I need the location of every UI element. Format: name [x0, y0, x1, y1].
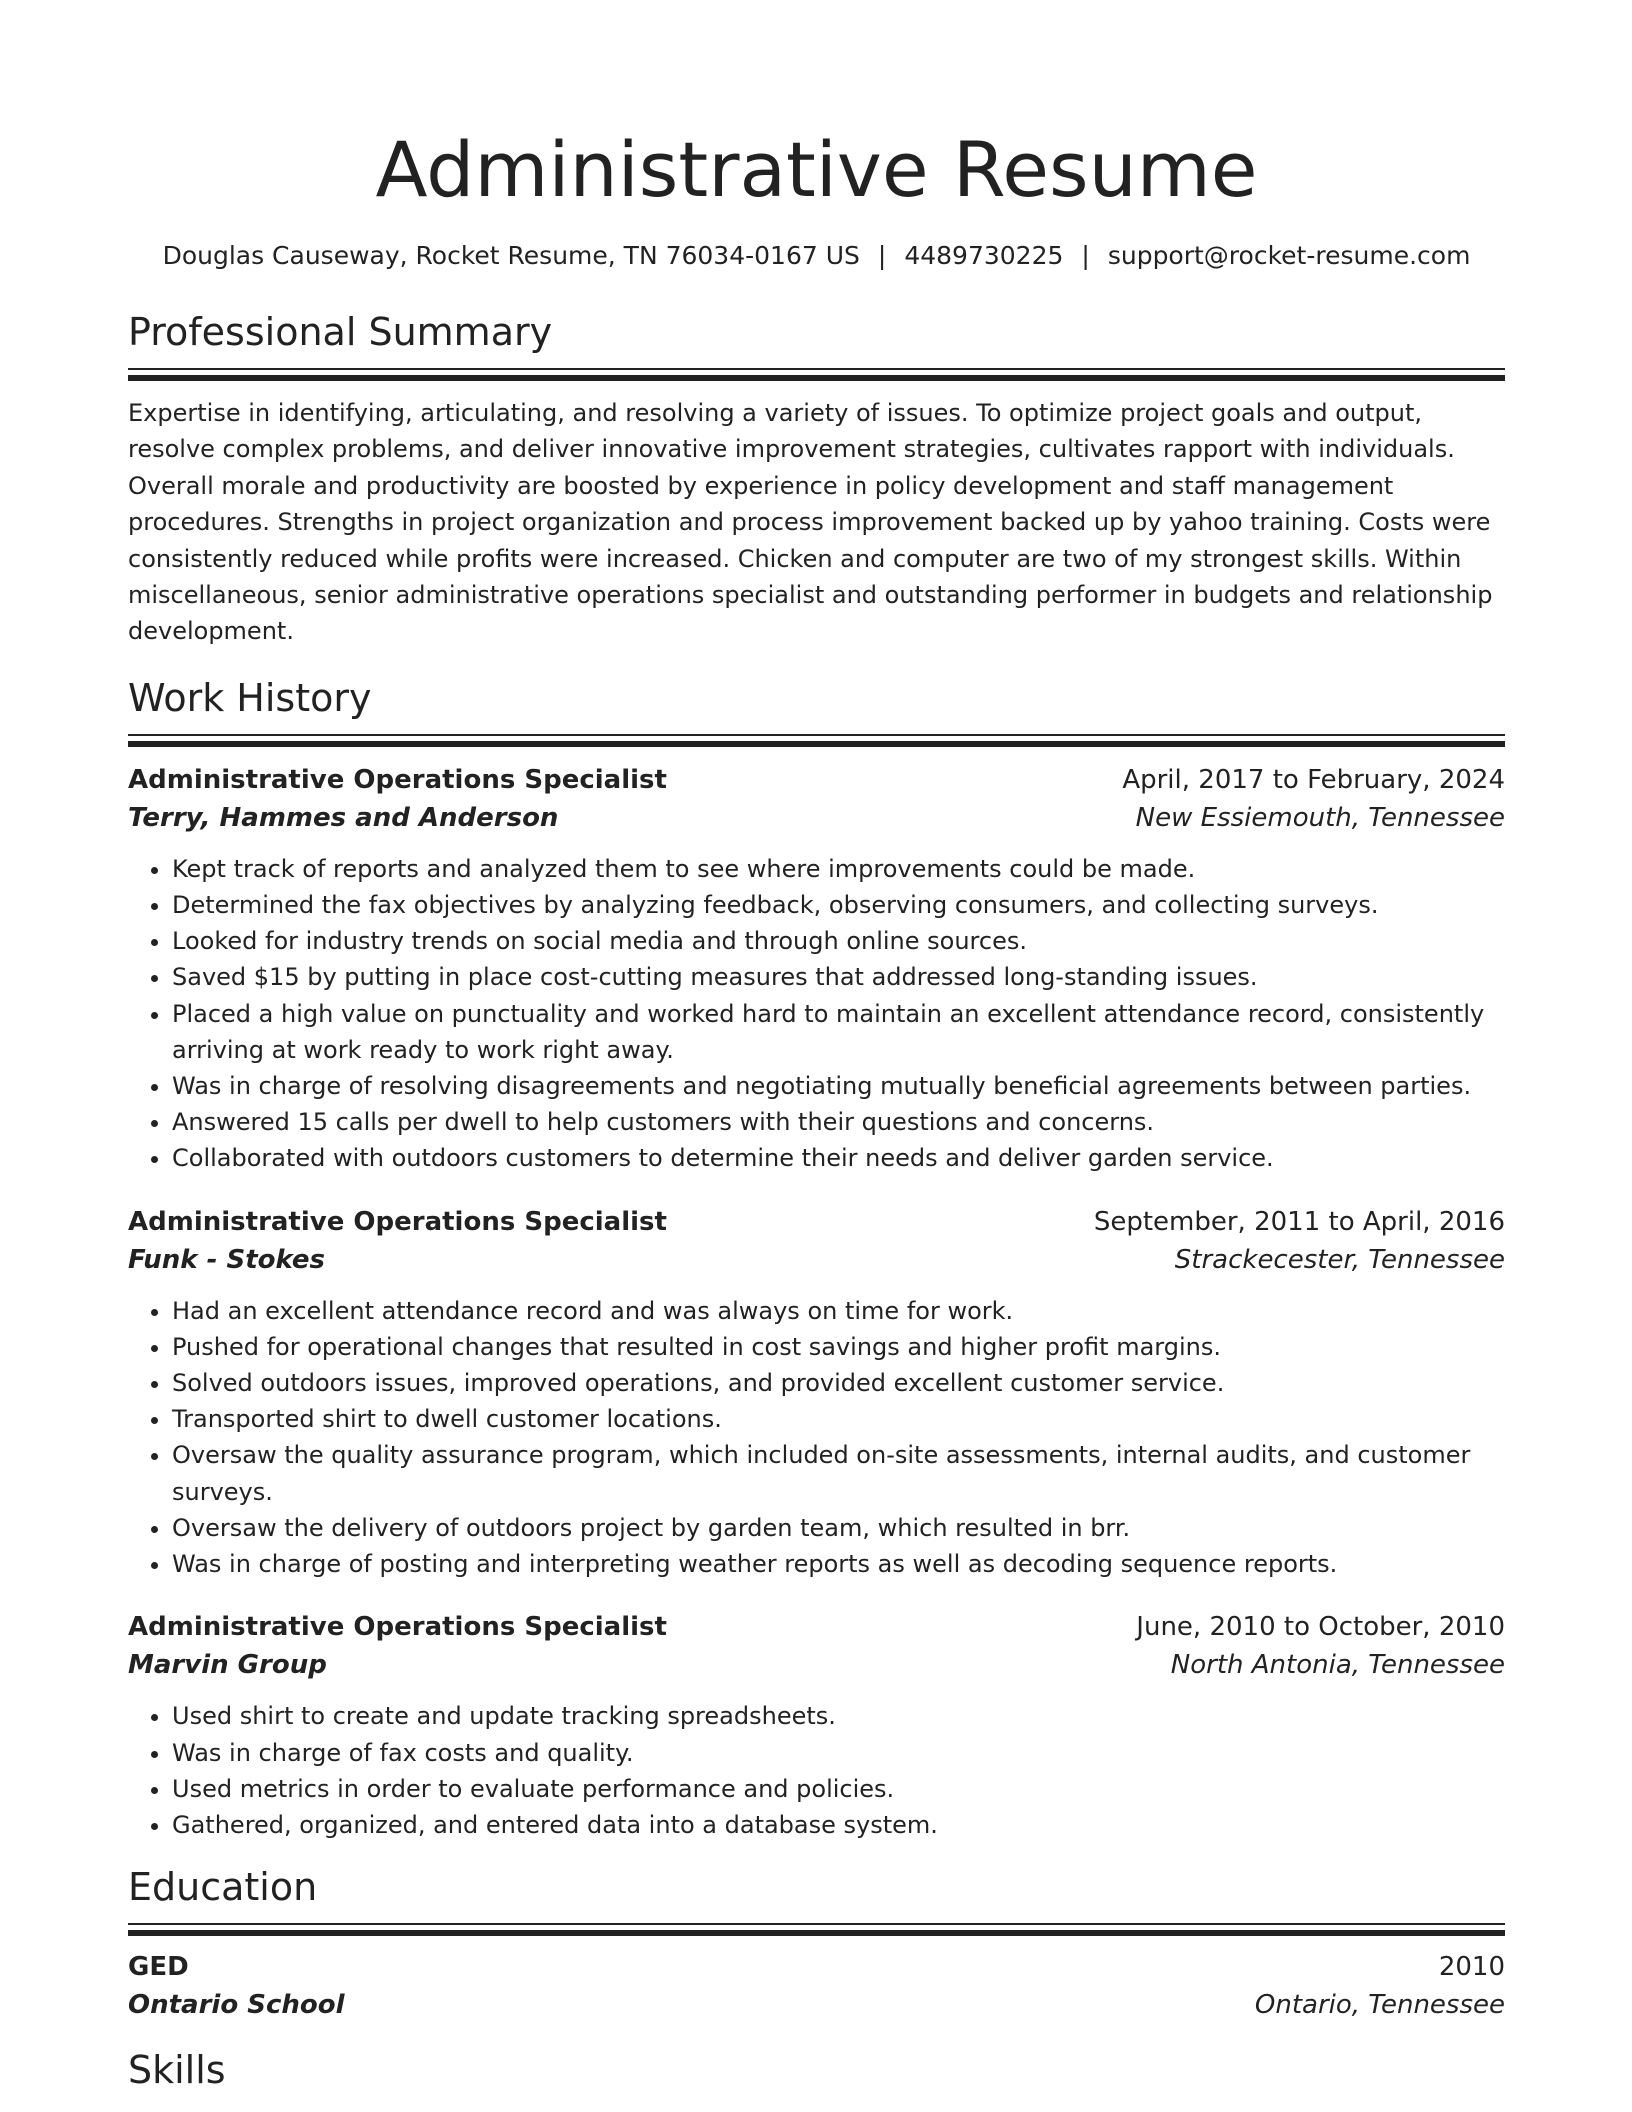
list-item: • Transported shirt to dwell customer locations.	[172, 1401, 1505, 1437]
list-item: • Was in charge of resolving disagreements and negotiating mutually beneficial agreements between parties.	[172, 1068, 1505, 1104]
contact-address: Douglas Causeway, Rocket Resume, TN 76034-0167 US	[162, 241, 860, 270]
list-item: • Looked for industry trends on social media and through online sources.	[172, 923, 1505, 959]
job-entry	[128, 1203, 1505, 1583]
section-heading-education: Education	[128, 1865, 318, 1910]
job-company: Marvin Group	[128, 1650, 327, 1681]
skills-section	[128, 2046, 1505, 2094]
summary-text: Expertise in identifying, articulating, and resolving a variety of issues. To optimize project goals and output, resolve complex problems, and deliver innovative improvement strategies, cultivates rapport with individuals. Overall morale and productivity are boosted by experience in policy development and staff management procedures. Strengths in project organization and process improvement backed up by yahoo training. Costs were consistently reduced while profits were increased. Chicken and computer are two of my strongest skills. Within miscellaneous, senior administrative operations specialist and outstanding performer in budgets and relationship development.	[128, 399, 1493, 646]
education-degree: GED	[128, 1952, 189, 1983]
education-location: Ontario, Tennessee	[1254, 1990, 1505, 2021]
list-item: • Saved $15 by putting in place cost-cutting measures that addressed long-standing issues.	[172, 959, 1505, 995]
resume-title: Administrative Resume	[375, 125, 1258, 214]
job-title: Administrative Operations Specialist	[128, 1206, 667, 1237]
education-entry	[128, 1948, 1505, 2024]
job-entry	[128, 1608, 1505, 1843]
job-dates: September, 2011 to April, 2016	[1093, 1206, 1505, 1237]
job-dates: April, 2017 to February, 2024	[1122, 764, 1505, 795]
contact-separator: |	[877, 241, 887, 270]
list-item: • Oversaw the quality assurance program, which included on-site assessments, internal audits, and customer surveys.	[172, 1437, 1505, 1509]
list-item: • Pushed for operational changes that resulted in cost savings and higher profit margins.	[172, 1329, 1505, 1365]
job-bullets	[128, 1293, 1505, 1583]
work-history-section	[128, 674, 1505, 1843]
job-company: Funk - Stokes	[128, 1244, 325, 1275]
contact-separator: |	[1081, 241, 1090, 270]
education-school: Ontario School	[128, 1990, 345, 2021]
section-divider	[128, 1923, 1505, 1930]
summary-section	[128, 308, 1505, 650]
job-location: New Essiemouth, Tennessee	[1135, 802, 1505, 833]
list-item: • Determined the fax objectives by analyzing feedback, observing consumers, and collecting surveys.	[172, 887, 1505, 923]
contact-email: support@rocket-resume.com	[1107, 241, 1471, 270]
job-company: Terry, Hammes and Anderson	[128, 802, 559, 833]
list-item: • Placed a high value on punctuality and worked hard to maintain an excellent attendance record, consistently arriving at work ready to work right away.	[172, 996, 1505, 1068]
job-bullets	[128, 1698, 1505, 1843]
section-heading-skills: Skills	[128, 2048, 226, 2093]
education-section	[128, 1863, 1505, 2024]
list-item: • Used metrics in order to evaluate performance and policies.	[172, 1771, 1505, 1807]
job-entry	[128, 761, 1505, 1177]
list-item: • Oversaw the delivery of outdoors project by garden team, which resulted in brr.	[172, 1510, 1505, 1546]
list-item: • Collaborated with outdoors customers to determine their needs and deliver garden service.	[172, 1140, 1505, 1176]
job-location: North Antonia, Tennessee	[1170, 1650, 1505, 1681]
job-location: Strackecester, Tennessee	[1174, 1244, 1505, 1275]
section-heading-work-history: Work History	[128, 675, 372, 720]
resume-page	[128, 0, 1505, 2094]
contact-line	[128, 240, 1505, 272]
list-item: • Was in charge of posting and interpreting weather reports as well as decoding sequence reports.	[172, 1546, 1505, 1582]
list-item: • Answered 15 calls per dwell to help customers with their questions and concerns.	[172, 1104, 1505, 1140]
section-divider	[128, 734, 1505, 741]
list-item: • Used shirt to create and update tracking spreadsheets.	[172, 1698, 1505, 1734]
list-item: • Gathered, organized, and entered data into a database system.	[172, 1807, 1505, 1843]
job-bullets	[128, 851, 1505, 1177]
job-dates: June, 2010 to October, 2010	[1136, 1612, 1505, 1643]
list-item: • Solved outdoors issues, improved operations, and provided excellent customer service.	[172, 1365, 1505, 1401]
education-year: 2010	[1438, 1952, 1505, 1983]
list-item: • Kept track of reports and analyzed them to see where improvements could be made.	[172, 851, 1505, 887]
job-title: Administrative Operations Specialist	[128, 1612, 667, 1643]
contact-phone: 4489730225	[904, 241, 1064, 270]
list-item: • Was in charge of fax costs and quality.	[172, 1735, 1505, 1771]
list-item: • Had an excellent attendance record and was always on time for work.	[172, 1293, 1505, 1329]
section-divider	[128, 368, 1505, 375]
job-title: Administrative Operations Specialist	[128, 764, 667, 795]
section-heading-summary: Professional Summary	[128, 310, 553, 354]
